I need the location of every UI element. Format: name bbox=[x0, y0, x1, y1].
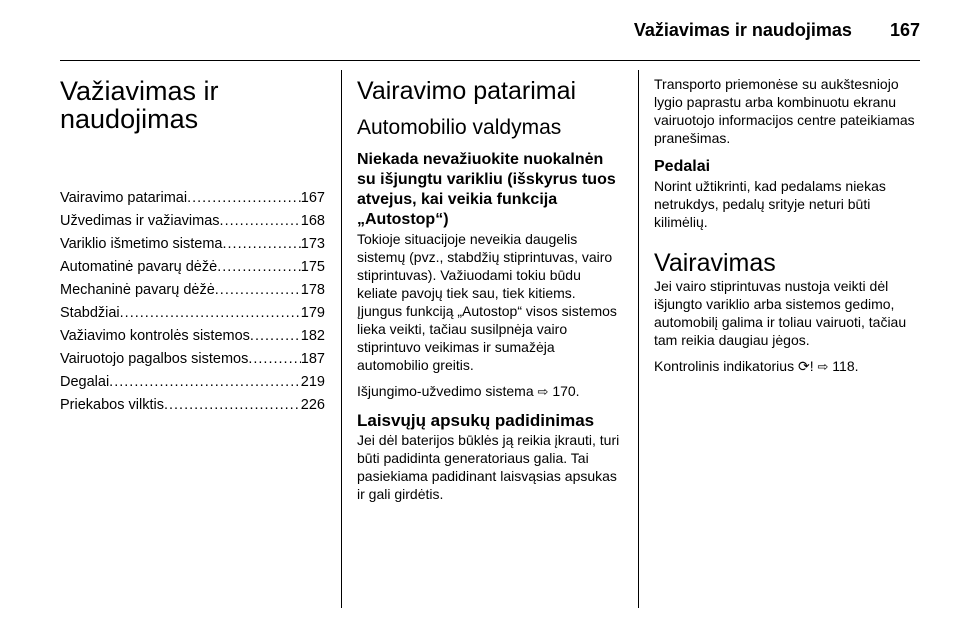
toc-entry[interactable] bbox=[60, 187, 325, 210]
idle-paragraph: Jei dėl baterijos būklės ją reikia įkrauti, turi būti padidinta generatoriaus galia. Tai pasiekiama padidinant laisvąsias apsukas ir gali girdėtis. bbox=[357, 432, 620, 502]
indicator-text: Kontrolinis indikatorius bbox=[654, 358, 795, 374]
table-of-contents bbox=[60, 187, 325, 417]
steering-paragraph: Jei vairo stiprintuvas nustoja veikti dėl išjungto variklio arba sistemos gedimo, automobilį galima ir toliau vairuoti, tačiau tam reikia daugiau jėgos. bbox=[654, 278, 907, 348]
toc-leader-dots bbox=[187, 187, 301, 210]
toc-entry-title: Užvedimas ir važiavimas bbox=[60, 213, 220, 229]
toc-entry-page: 178 bbox=[300, 282, 325, 298]
reference-arrow-icon: ⇨ bbox=[817, 359, 829, 374]
toc-entry-title: Vairavimo patarimai bbox=[60, 190, 188, 206]
toc-entry-title: Važiavimo kontrolės sistemos bbox=[60, 328, 250, 344]
toc-entry[interactable] bbox=[60, 279, 325, 302]
header-rule bbox=[60, 60, 920, 61]
warning-heading: Niekada nevažiuokite nuokalnėn su išjungtu varikliu (išskyrus tuos atvejus, kai veikia funkcija „Autostop“) bbox=[357, 151, 616, 228]
continued-column bbox=[654, 75, 924, 376]
toc-leader-dots bbox=[217, 256, 301, 279]
steering-warning-icon: ⟳! bbox=[797, 358, 814, 374]
toc-leader-dots bbox=[248, 348, 300, 371]
toc-entry-page: 182 bbox=[300, 328, 325, 344]
toc-entry-page: 173 bbox=[300, 236, 325, 252]
indicator-reference bbox=[654, 357, 924, 376]
steering-heading: Vairavimas bbox=[654, 249, 776, 277]
toc-leader-dots bbox=[223, 233, 301, 256]
toc-entry-title: Automatinė pavarų dėžė bbox=[60, 259, 218, 275]
toc-entry[interactable] bbox=[60, 233, 325, 256]
toc-entry[interactable] bbox=[60, 210, 325, 233]
toc-entry[interactable] bbox=[60, 348, 325, 371]
toc-leader-dots bbox=[220, 210, 301, 233]
toc-entry[interactable] bbox=[60, 256, 325, 279]
toc-entry-title: Mechaninė pavarų dėžė bbox=[60, 282, 215, 298]
toc-entry-page: 226 bbox=[300, 397, 325, 413]
toc-entry[interactable] bbox=[60, 302, 325, 325]
toc-entry-title: Stabdžiai bbox=[60, 305, 120, 321]
column-divider-1 bbox=[341, 70, 342, 608]
toc-entry-page: 175 bbox=[300, 259, 325, 275]
reference-arrow-icon: ⇨ bbox=[537, 384, 549, 399]
toc-entry-page: 179 bbox=[300, 305, 325, 321]
chapter-title bbox=[60, 77, 325, 133]
column-divider-2 bbox=[638, 70, 639, 608]
chapter-title-line1: Važiavimas ir bbox=[60, 76, 219, 106]
pedals-heading: Pedalai bbox=[654, 158, 711, 175]
ref-page: 170. bbox=[552, 383, 580, 399]
toc-entry-page: 167 bbox=[300, 190, 325, 206]
toc-entry[interactable] bbox=[60, 325, 325, 348]
toc-entry-title: Vairuotojo pagalbos sistemos bbox=[60, 351, 249, 367]
idle-heading: Laisvųjų apsukų padidinimas bbox=[357, 411, 595, 430]
toc-entry-page: 219 bbox=[300, 374, 325, 390]
toc-entry-page: 168 bbox=[300, 213, 325, 229]
toc-entry-page: 187 bbox=[300, 351, 325, 367]
pedals-paragraph: Norint užtikrinti, kad pedalams niekas netrukdys, pedalų srityje neturi būti kilimėlių. bbox=[654, 178, 886, 230]
warning-paragraph: Tokioje situacijoje neveikia daugelis sistemų (pvz., stabdžių stiprintuvas, vairo stiprintuvas). Važiuodami tokiu būdu keliate pavojų tiek sau, tiek kitiems. Įjungus funkciją „Autostop“ visos sistemos lieka veikti, tačiau susilpnėja vairo stiprintuvo veikimas ir sumažėja automobilio greitis. bbox=[357, 231, 617, 373]
toc-leader-dots bbox=[120, 302, 301, 325]
header-title: Važiavimas ir naudojimas bbox=[633, 20, 852, 40]
chapter-column bbox=[60, 75, 325, 417]
ref-text: Išjungimo-užvedimo sistema bbox=[357, 383, 534, 399]
cross-reference bbox=[357, 382, 622, 401]
toc-entry-title: Priekabos vilktis bbox=[60, 397, 164, 413]
toc-leader-dots bbox=[250, 325, 301, 348]
page-number: 167 bbox=[889, 20, 920, 40]
toc-entry-title: Variklio išmetimo sistema bbox=[60, 236, 223, 252]
toc-entry-title: Degalai bbox=[60, 374, 110, 390]
toc-leader-dots bbox=[109, 371, 301, 394]
running-header bbox=[634, 20, 920, 41]
toc-entry[interactable] bbox=[60, 394, 325, 417]
toc-leader-dots bbox=[215, 279, 301, 302]
toc-entry[interactable] bbox=[60, 371, 325, 394]
intro-paragraph: Transporto priemonėse su aukštesniojo lygio paprastu arba kombinuotu ekranu vairuotojo informacijos centre pateikiamas pranešimas. bbox=[654, 76, 915, 146]
toc-leader-dots bbox=[164, 394, 301, 417]
indicator-page: 118. bbox=[832, 358, 859, 374]
section-subtitle: Automobilio valdymas bbox=[357, 116, 562, 139]
section-column bbox=[357, 75, 622, 503]
chapter-title-line2: naudojimas bbox=[60, 104, 199, 134]
section-title: Vairavimo patarimai bbox=[357, 77, 577, 105]
